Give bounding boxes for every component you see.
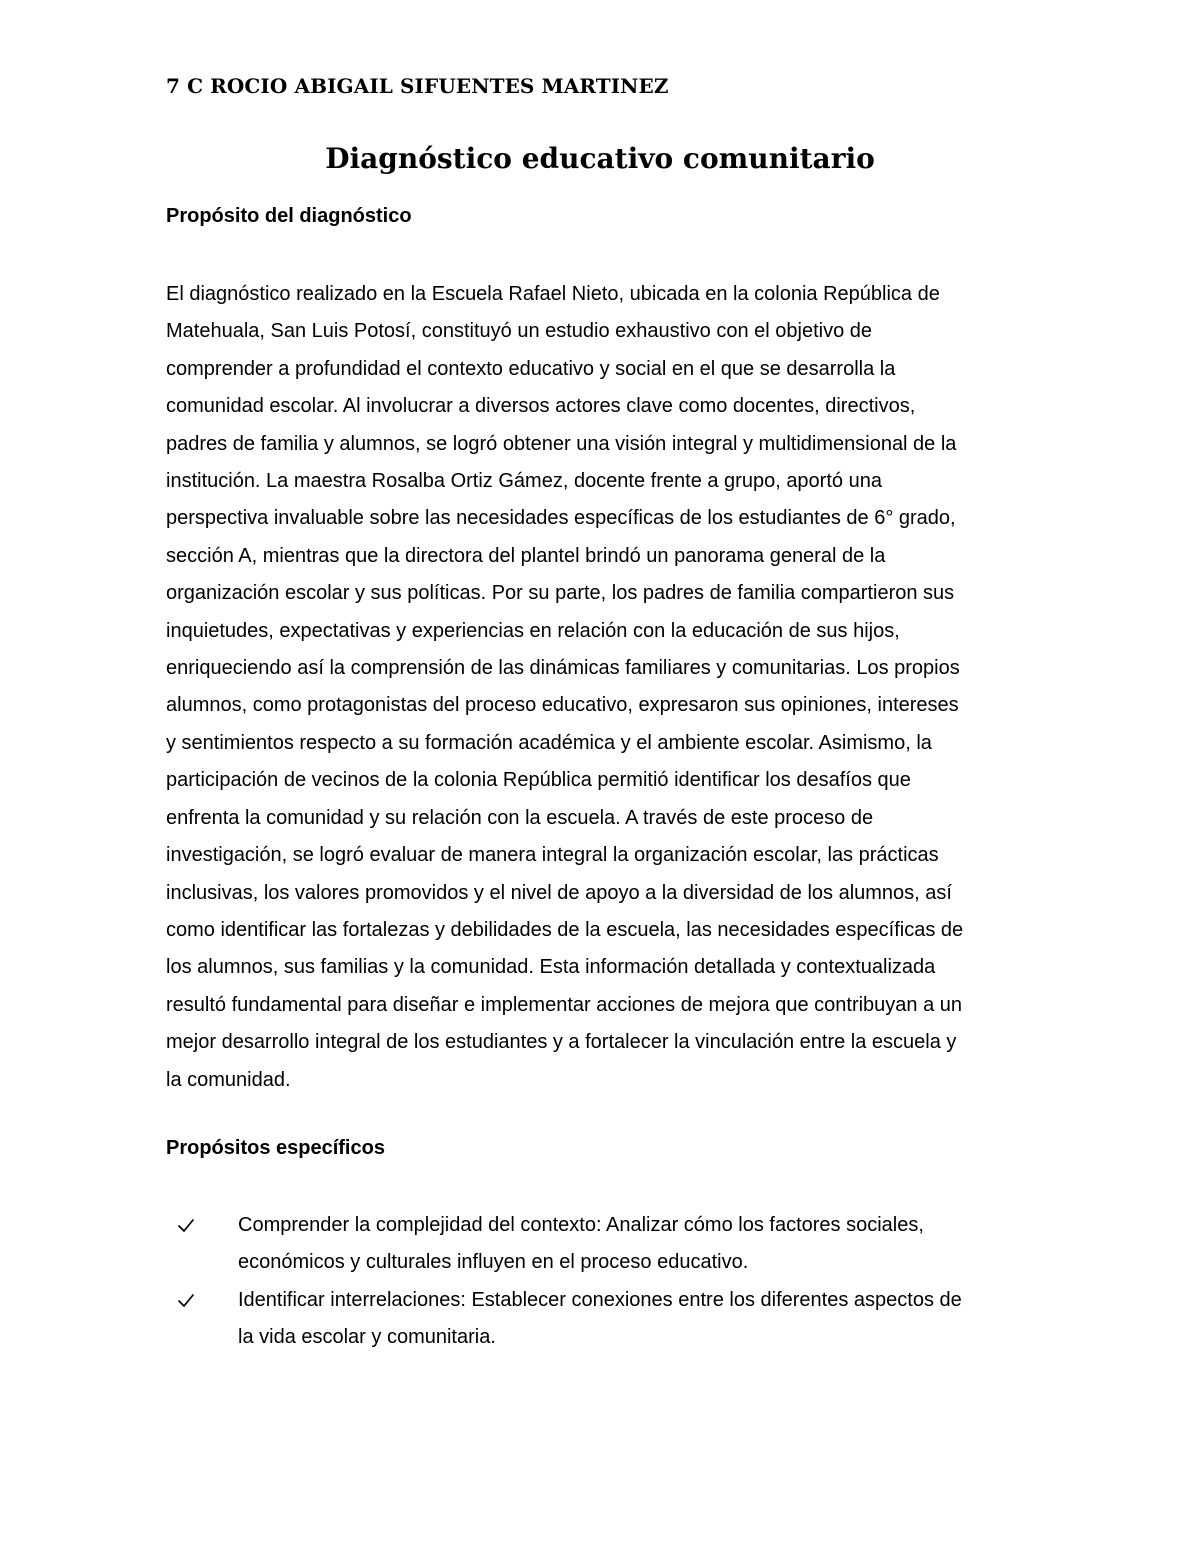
paragraph-line: y sentimientos respecto a su formación académica y el ambiente escolar. Asimismo, la <box>166 731 932 754</box>
list-item <box>166 1282 1046 1357</box>
paragraph-line: enriqueciendo así la comprensión de las dinámicas familiares y comunitarias. Los propios <box>166 657 960 680</box>
specific-purposes-list <box>166 1207 1046 1357</box>
document-title: Diagnóstico educativo comunitario <box>325 142 875 175</box>
paragraph-line: padres de familia y alumnos, se logró obtener una visión integral y multidimensional de la <box>166 432 957 455</box>
paragraph-line: Matehuala, San Luis Potosí, constituyó un estudio exhaustivo con el objetivo de <box>166 320 873 343</box>
paragraph-line: participación de vecinos de la colonia República permitió identificar los desafíos que <box>166 769 911 792</box>
paragraph-line: comprender a profundidad el contexto educativo y social en el que se desarrolla la <box>166 357 896 380</box>
list-item <box>166 1207 1046 1282</box>
list-item-line: la vida escolar y comunitaria. <box>238 1326 496 1349</box>
paragraph-line: enfrenta la comunidad y su relación con la escuela. A través de este proceso de <box>166 806 874 829</box>
specific-purposes-heading: Propósitos específicos <box>166 1137 385 1159</box>
diagnostic-paragraph <box>166 276 1036 1099</box>
paragraph-line: como identificar las fortalezas y debilidades de la escuela, las necesidades específicas de <box>166 918 964 941</box>
paragraph-line: alumnos, como protagonistas del proceso educativo, expresaron sus opiniones, intereses <box>166 694 959 717</box>
paragraph-line: comunidad escolar. Al involucrar a diversos actores clave como docentes, directivos, <box>166 395 916 418</box>
author-line: 7 C ROCIO ABIGAIL SIFUENTES MARTINEZ <box>166 74 669 98</box>
paragraph-line: mejor desarrollo integral de los estudiantes y a fortalecer la vinculación entre la escuela y <box>166 1031 957 1054</box>
list-item-line: económicos y culturales influyen en el proceso educativo. <box>238 1251 749 1274</box>
paragraph-line: inquietudes, expectativas y experiencias en relación con la educación de sus hijos, <box>166 619 900 642</box>
paragraph-line: inclusivas, los valores promovidos y el nivel de apoyo a la diversidad de los alumnos, así <box>166 881 952 904</box>
checkmark-icon <box>176 1207 196 1244</box>
paragraph-line: institución. La maestra Rosalba Ortiz Gámez, docente frente a grupo, aportó una <box>166 470 882 493</box>
paragraph-line: El diagnóstico realizado en la Escuela Rafael Nieto, ubicada en la colonia República de <box>166 283 940 305</box>
paragraph-line: perspectiva invaluable sobre las necesidades específicas de los estudiantes de 6° grado, <box>166 507 956 530</box>
paragraph-line: la comunidad. <box>166 1068 291 1091</box>
paragraph-line: investigación, se logró evaluar de manera integral la organización escolar, las prácticas <box>166 844 939 867</box>
paragraph-line: organización escolar y sus políticas. Por su parte, los padres de familia compartieron sus <box>166 582 955 605</box>
diagnostic-purpose-heading: Propósito del diagnóstico <box>166 205 412 227</box>
checkmark-icon <box>176 1282 196 1319</box>
paragraph-line: resultó fundamental para diseñar e implementar acciones de mejora que contribuyan a un <box>166 993 963 1016</box>
list-item-line: Identificar interrelaciones: Establecer conexiones entre los diferentes aspectos de <box>238 1288 962 1311</box>
paragraph-line: sección A, mientras que la directora del plantel brindó un panorama general de la <box>166 544 886 567</box>
paragraph-line: los alumnos, sus familias y la comunidad. Esta información detallada y contextualizada <box>166 956 936 979</box>
list-item-line: Comprender la complejidad del contexto: Analizar cómo los factores sociales, <box>238 1214 924 1236</box>
